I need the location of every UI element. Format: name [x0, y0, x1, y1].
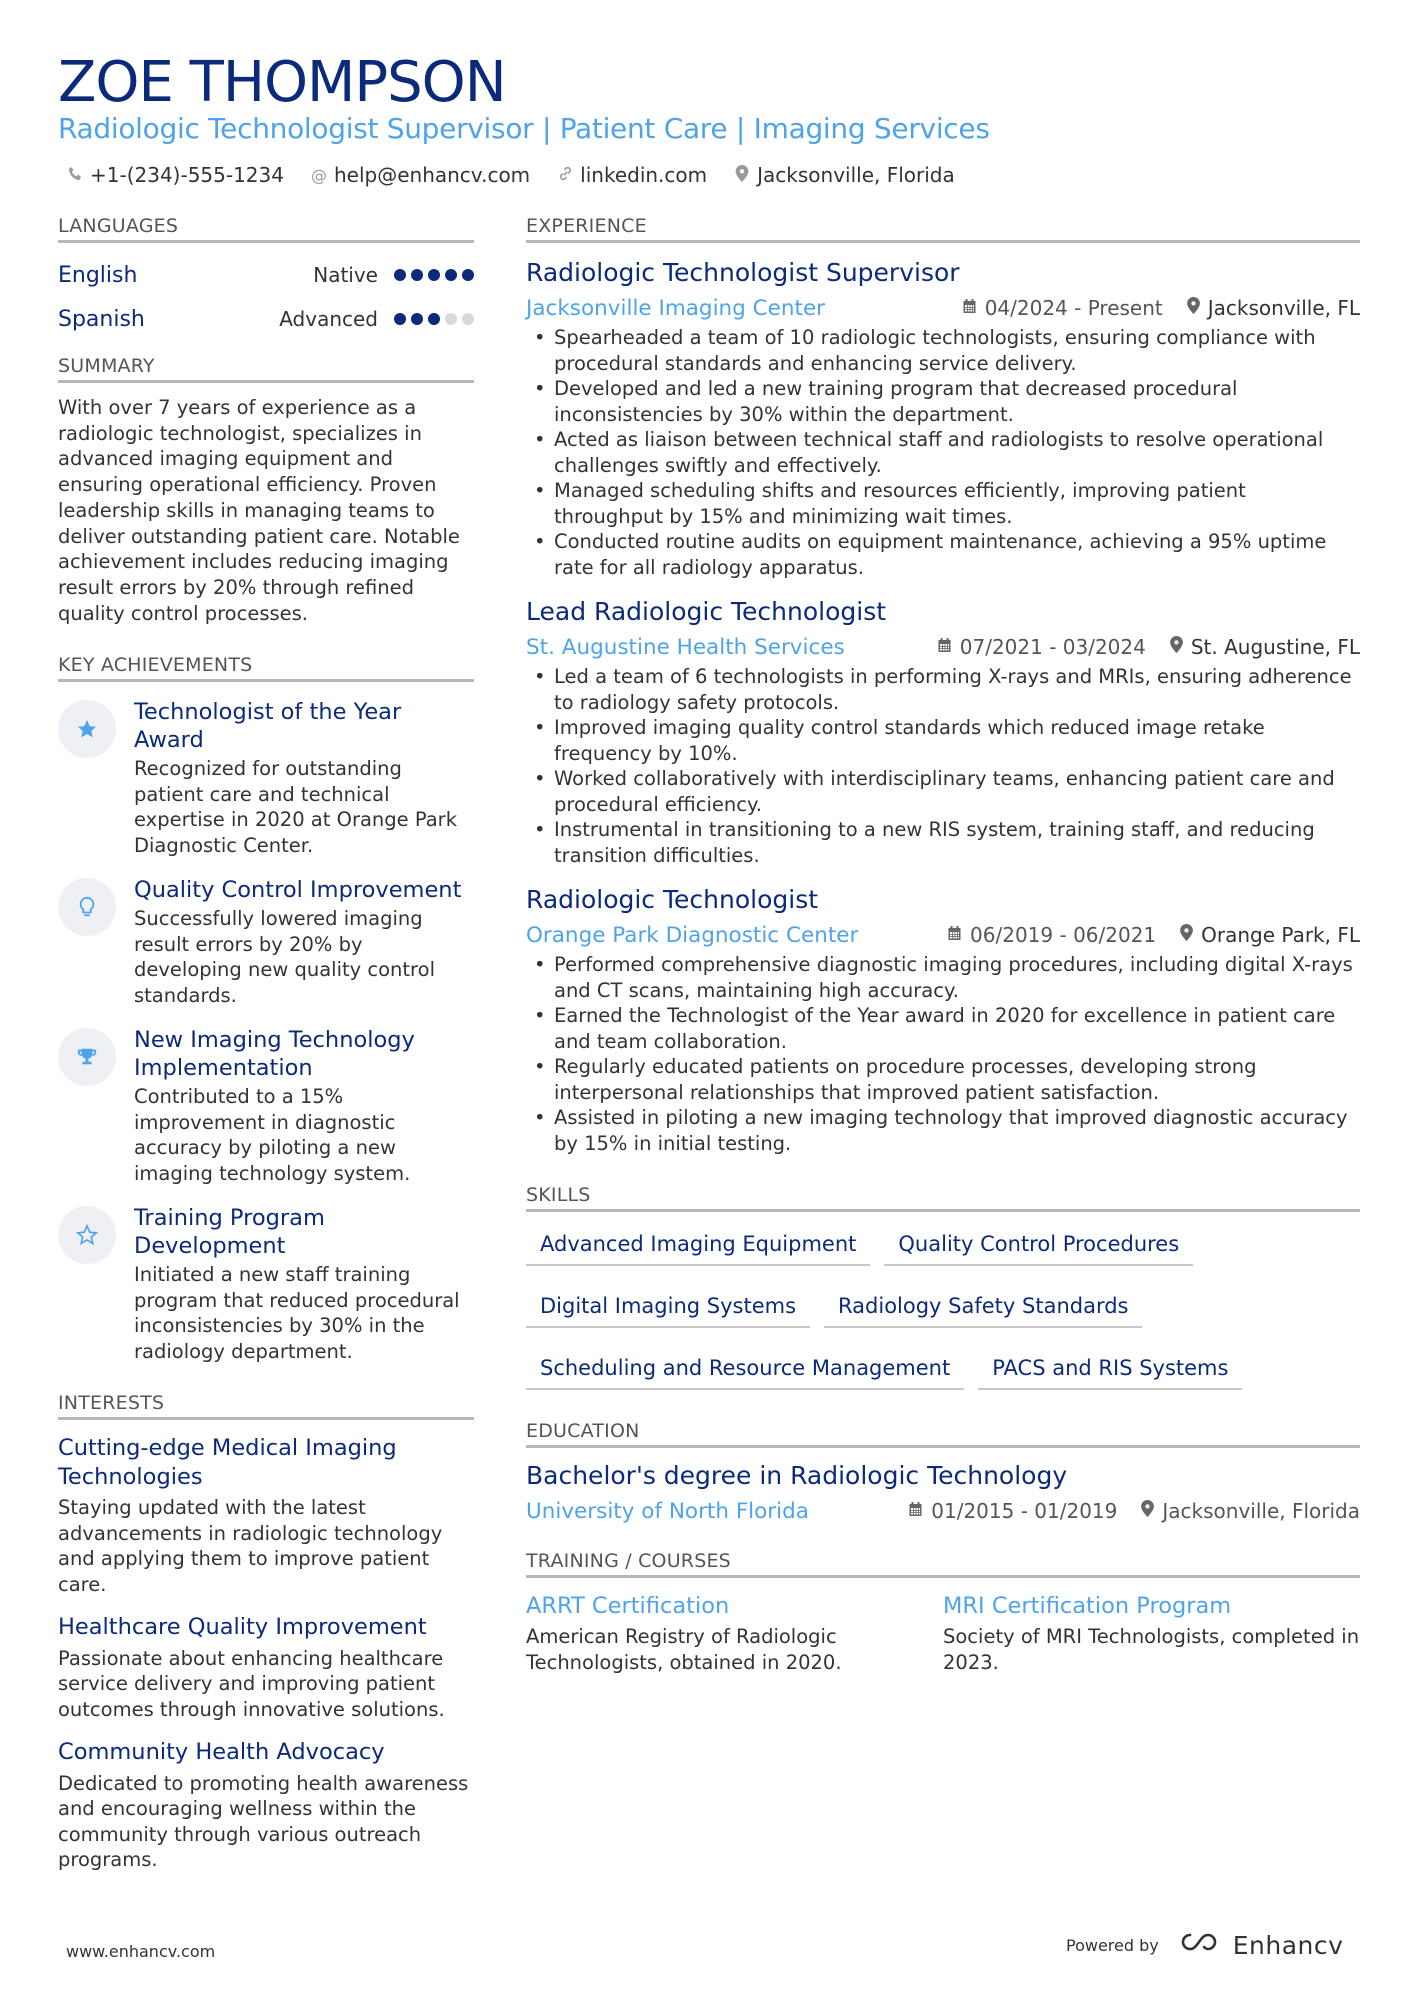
bullet-item: • Conducted routine audits on equipment maintenance, achieving a 95% uptime rate for all radiology apparatus. [526, 529, 1360, 580]
achievement-title: New Imaging Technology Implementation [134, 1027, 415, 1082]
dot-filled [411, 269, 423, 281]
at-icon: @ [310, 165, 327, 185]
calendar-icon [908, 1501, 923, 1522]
dot-filled [411, 313, 423, 325]
dot-filled [462, 269, 474, 281]
bullet-item: • Instrumental in transitioning to a new RIS system, training staff, and reducing transition difficulties. [526, 817, 1360, 868]
education-meta [526, 1496, 1360, 1526]
interest-desc: Passionate about enhancing healthcare service delivery and improving patient outcomes through innovative solutions. [58, 1646, 445, 1721]
job-dates [937, 635, 1146, 659]
achievement-desc: Recognized for outstanding patient care and technical expertise in 2020 at Orange Park Diagnostic Center. [134, 757, 457, 857]
achievement-desc: Initiated a new staff training program that reduced procedural inconsistencies by 30% in the radiology department. [134, 1263, 460, 1363]
job-meta [526, 920, 1360, 950]
right-column [526, 215, 1360, 1675]
job-location-text: St. Augustine, FL [1190, 635, 1360, 659]
dot-empty [462, 313, 474, 325]
skill-tag: PACS and RIS Systems [978, 1346, 1242, 1390]
trophy-icon [58, 1028, 116, 1086]
job-location-text: Orange Park, FL [1201, 923, 1360, 947]
interest-desc: Dedicated to promoting health awareness and encouraging wellness within the community through various outreach programs. [58, 1771, 469, 1872]
skill-tag: Advanced Imaging Equipment [526, 1222, 870, 1266]
education-section [526, 1420, 1360, 1526]
bullet-item: • Worked collaboratively with interdisciplinary teams, enhancing patient care and procedural efficiency. [526, 766, 1360, 817]
job-location [1187, 296, 1360, 320]
skill-tag: Digital Imaging Systems [526, 1284, 810, 1328]
calendar-icon [947, 925, 962, 946]
language-name: English [58, 262, 138, 288]
job-bullets [526, 325, 1360, 580]
contact-location [733, 163, 955, 187]
job-entry [526, 257, 1360, 580]
achievements-section [58, 654, 474, 1364]
job-dates-text: 07/2021 - 03/2024 [959, 635, 1146, 659]
bullet-item: • Earned the Technologist of the Year award in 2020 for excellence in patient care and team collaboration. [526, 1003, 1360, 1054]
training-section [526, 1550, 1360, 1675]
company-name: St. Augustine Health Services [526, 634, 845, 660]
contact-bar [66, 163, 955, 187]
course-item [943, 1592, 1360, 1675]
interests-heading: INTERESTS [58, 1392, 474, 1420]
job-dates [947, 923, 1156, 947]
job-dates-text: 04/2024 - Present [984, 296, 1163, 320]
location-text: Jacksonville, Florida [757, 163, 955, 187]
job-meta [526, 632, 1360, 662]
skills-section [526, 1184, 1360, 1390]
achievement-item [58, 1026, 474, 1186]
job-dates [962, 296, 1163, 320]
skills-list [526, 1222, 1360, 1390]
language-level: Advanced [279, 307, 378, 331]
contact-linkedin[interactable] [556, 163, 707, 187]
candidate-name: ZOE THOMPSON [58, 50, 506, 115]
language-name: Spanish [58, 306, 145, 332]
languages-heading: LANGUAGES [58, 215, 474, 243]
achievement-item [58, 698, 474, 858]
company-name: Orange Park Diagnostic Center [526, 922, 859, 948]
education-dates [908, 1499, 1117, 1523]
job-location [1180, 923, 1360, 947]
skill-tag: Quality Control Procedures [884, 1222, 1193, 1266]
job-location [1170, 635, 1360, 659]
school-name: University of North Florida [526, 1498, 809, 1524]
bullet-item: • Assisted in piloting a new imaging technology that improved diagnostic accuracy by 15% in initial testing. [526, 1105, 1360, 1156]
training-heading: TRAINING / COURSES [526, 1550, 1360, 1578]
bullet-item: • Led a team of 6 technologists in performing X-rays and MRIs, ensuring adherence to radiology safety protocols. [526, 664, 1360, 715]
interests-section [58, 1392, 474, 1873]
dot-filled [428, 313, 440, 325]
footer-website[interactable]: www.enhancv.com [66, 1942, 216, 1961]
achievement-title: Training Program Development [134, 1205, 325, 1260]
job-title: Lead Radiologic Technologist [526, 597, 887, 626]
bullet-item: • Developed and led a new training program that decreased procedural inconsistencies by 30% within the department. [526, 376, 1360, 427]
star-icon [58, 700, 116, 758]
bullet-item: • Performed comprehensive diagnostic imaging procedures, including digital X-rays and CT scans, maintaining high accuracy. [526, 952, 1360, 1003]
company-name: Jacksonville Imaging Center [526, 295, 826, 321]
degree-title: Bachelor's degree in Radiologic Technology [526, 1461, 1068, 1490]
education-heading: EDUCATION [526, 1420, 1360, 1448]
job-title: Radiologic Technologist Supervisor [526, 258, 960, 287]
education-location [1141, 1499, 1360, 1523]
interest-desc: Staying updated with the latest advancements in radiologic technology and applying them to improve patient care. [58, 1496, 443, 1596]
headline: Radiologic Technologist Supervisor | Patient Care | Imaging Services [58, 112, 990, 145]
achievement-title: Technologist of the Year Award [134, 699, 402, 754]
achievement-item [58, 1204, 474, 1364]
contact-phone[interactable] [66, 163, 284, 187]
languages-section [58, 215, 474, 341]
email-text: help@enhancv.com [333, 163, 531, 187]
job-meta [526, 293, 1360, 323]
interest-title: Healthcare Quality Improvement [58, 1614, 427, 1641]
bullet-item: • Managed scheduling shifts and resources efficiently, improving patient throughput by 15% and minimizing wait times. [526, 478, 1360, 529]
dot-filled [428, 269, 440, 281]
dot-filled [394, 269, 406, 281]
brand-logo[interactable] [1177, 1930, 1344, 1960]
dot-filled [445, 269, 457, 281]
job-entry [526, 596, 1360, 868]
summary-section [58, 355, 474, 626]
calendar-icon [962, 298, 977, 319]
location-pin-icon [1141, 1500, 1154, 1522]
dot-filled [394, 313, 406, 325]
bullet-item: • Spearheaded a team of 10 radiologic technologists, ensuring compliance with procedural standards and enhancing service delivery. [526, 325, 1360, 376]
achievements-heading: KEY ACHIEVEMENTS [58, 654, 474, 682]
education-location-text: Jacksonville, Florida [1162, 1499, 1360, 1523]
course-item [526, 1592, 943, 1675]
linkedin-text: linkedin.com [580, 163, 708, 187]
course-desc: American Registry of Radiologic Technologists, obtained in 2020. [526, 1625, 842, 1674]
enhancv-logo-icon [1177, 1930, 1223, 1960]
powered-by-label: Powered by [1066, 1935, 1159, 1955]
bullet-item: • Regularly educated patients on procedure processes, developing strong interpersonal relationships that improved patient satisfaction. [526, 1054, 1360, 1105]
language-level: Native [313, 263, 378, 287]
dot-empty [445, 313, 457, 325]
language-row [58, 297, 474, 341]
location-pin-icon [1180, 924, 1193, 946]
contact-email[interactable] [310, 163, 530, 187]
job-dates-text: 06/2019 - 06/2021 [970, 923, 1157, 947]
job-title: Radiologic Technologist [526, 885, 819, 914]
course-list [526, 1592, 1360, 1675]
course-title: MRI Certification Program [943, 1593, 1232, 1619]
achievement-title: Quality Control Improvement [134, 877, 462, 904]
summary-text: With over 7 years of experience as a radiologic technologist, specializes in advanced imaging equipment and ensuring operational efficiency. Proven leadership skills in managing teams to deliver outstanding patient care. Notable achievement includes reducing imaging result errors by 20% through refined quality control processes. [58, 396, 460, 625]
phone-text: +1-(234)-555-1234 [90, 163, 284, 187]
footer-branding [1066, 1930, 1343, 1960]
achievement-item [58, 876, 474, 1008]
job-entry [526, 884, 1360, 1156]
summary-heading: SUMMARY [58, 355, 474, 383]
proficiency-dots [394, 269, 474, 281]
job-location-text: Jacksonville, FL [1207, 296, 1360, 320]
achievement-desc: Successfully lowered imaging result errors by 20% by developing new quality control standards. [134, 907, 435, 1007]
location-pin-icon [733, 165, 751, 186]
experience-section [526, 215, 1360, 1156]
interest-title: Cutting-edge Medical Imaging Technologies [58, 1435, 397, 1490]
proficiency-dots [394, 313, 474, 325]
interest-title: Community Health Advocacy [58, 1739, 385, 1766]
experience-heading: EXPERIENCE [526, 215, 1360, 243]
star-outline-icon [58, 1206, 116, 1264]
skills-heading: SKILLS [526, 1184, 1360, 1212]
achievement-desc: Contributed to a 15% improvement in diagnostic accuracy by piloting a new imaging technology system. [134, 1085, 411, 1185]
bullet-item: • Improved imaging quality control standards which reduced image retake frequency by 10%. [526, 715, 1360, 766]
language-row [58, 253, 474, 297]
link-icon [556, 165, 574, 186]
job-bullets [526, 952, 1360, 1156]
bullet-item: • Acted as liaison between technical staff and radiologists to resolve operational challenges swiftly and effectively. [526, 427, 1360, 478]
calendar-icon [937, 637, 952, 658]
phone-icon [66, 166, 84, 185]
course-desc: Society of MRI Technologists, completed in 2023. [943, 1625, 1360, 1674]
skill-tag: Scheduling and Resource Management [526, 1346, 964, 1390]
job-bullets [526, 664, 1360, 868]
skill-tag: Radiology Safety Standards [824, 1284, 1142, 1328]
education-dates-text: 01/2015 - 01/2019 [931, 1499, 1118, 1523]
brand-name: Enhancv [1232, 1930, 1344, 1960]
location-pin-icon [1187, 297, 1200, 319]
left-column [58, 215, 474, 1873]
lightbulb-icon [58, 878, 116, 936]
location-pin-icon [1170, 636, 1183, 658]
course-title: ARRT Certification [526, 1593, 730, 1619]
